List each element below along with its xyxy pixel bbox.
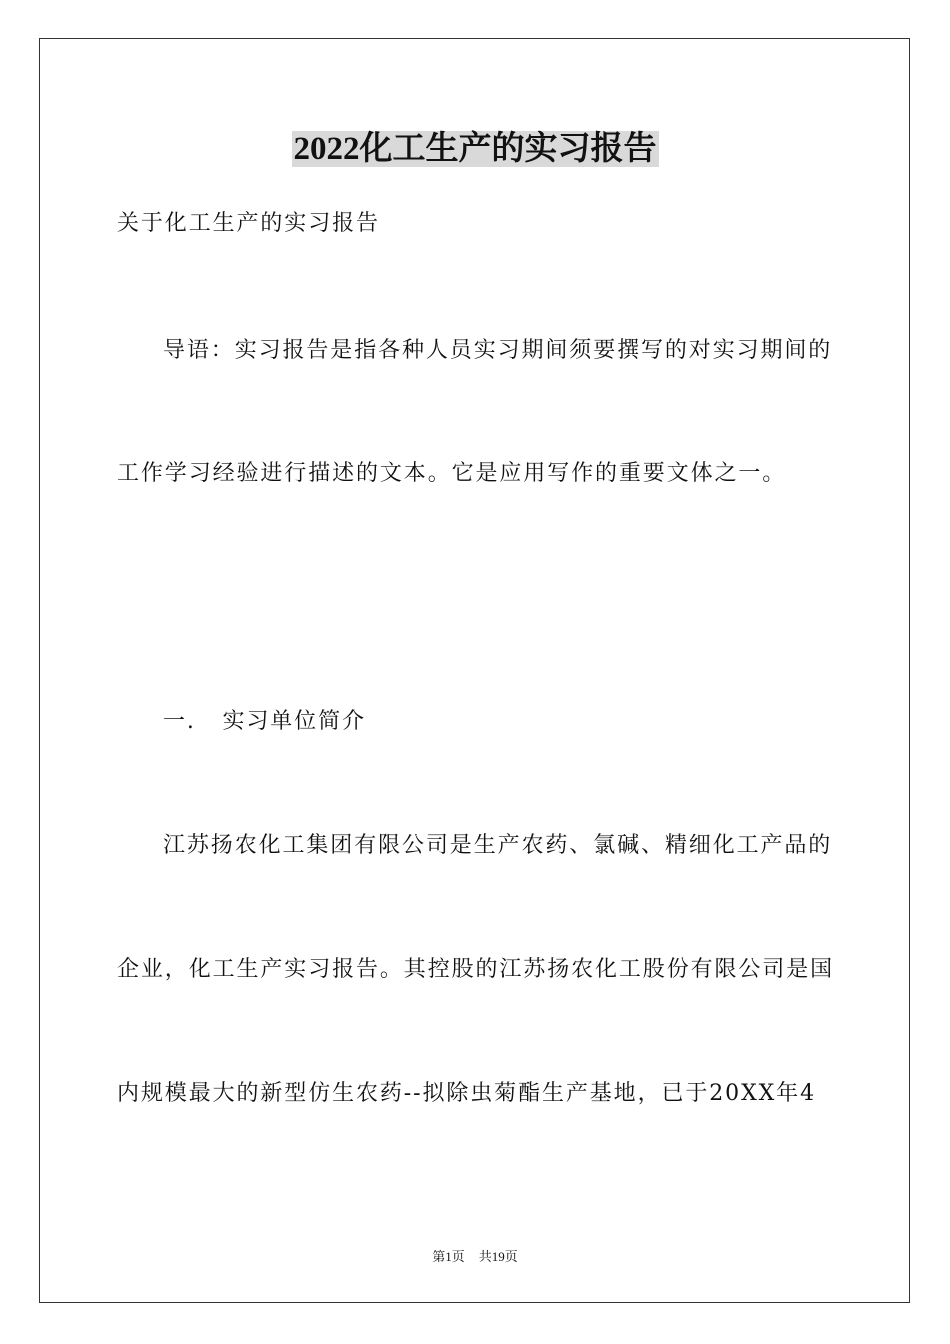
intro-line-2: 工作学习经验进行描述的文本。它是应用写作的重要文体之一。 [117, 461, 787, 486]
footer-page-current: 第1页 [432, 1249, 465, 1264]
paragraph-1-line-2: 企业，化工生产实习报告。其控股的江苏扬农化工股份有限公司是国 [117, 957, 835, 982]
document-title-text: 2022化工生产的实习报告 [293, 131, 657, 167]
document-title [0, 126, 950, 172]
paragraph-1-line-1: 江苏扬农化工集团有限公司是生产农药、氯碱、精细化工产品的 [163, 833, 833, 858]
paragraph-1-line-3: 内规模最大的新型仿生农药--拟除虫菊酯生产基地，已于20XX年4 [117, 1081, 816, 1106]
footer-page-total: 共19页 [478, 1249, 518, 1264]
page-footer [0, 1248, 950, 1266]
document-subtitle: 关于化工生产的实习报告 [117, 211, 380, 236]
intro-line-1: 导语：实习报告是指各种人员实习期间须要撰写的对实习期间的 [163, 338, 833, 363]
section-heading-1: 一. 实习单位简介 [163, 709, 366, 734]
